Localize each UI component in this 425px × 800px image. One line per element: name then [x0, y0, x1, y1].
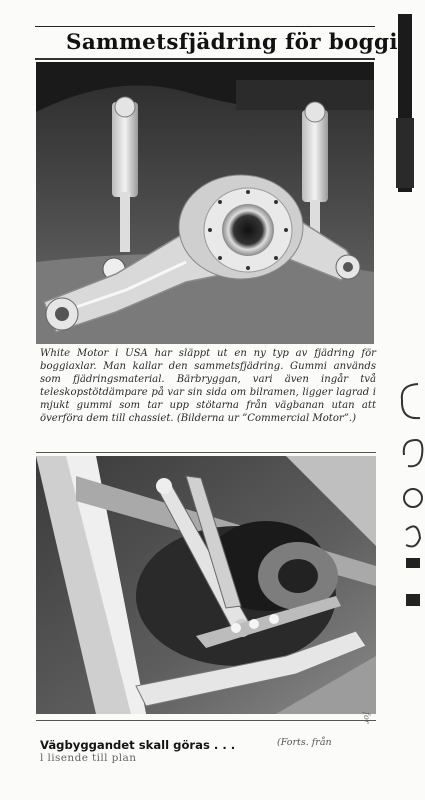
adjacent-page-scrap-mid: [396, 118, 414, 188]
side-fragment-text: for: [362, 712, 371, 724]
next-article-heading: Vägbyggandet skall göras . . .: [40, 738, 236, 752]
rubber-bearing-drum: [179, 175, 303, 279]
photo-caption: White Motor i USA har släppt ut en ny typ av fjädring för boggiaxlar. Man kallar den sammetsfjädring. Gummi används som fjädringsmaterial. Bärbryggan, vari även ingår två teleskopstötdämpare på var sin sida om bilramen, ligger lagrad i mjukt gummi som tar upp stötarna från vägbanan utan att överföra dem till chassiet. (Bilderna ur ”Commercial Motor”.): [40, 348, 376, 424]
installed-suspension-photo: [36, 456, 376, 714]
headline: Sammetsfjädring för boggi: [66, 30, 398, 55]
top-rule: [35, 26, 375, 27]
caption-rule: [36, 452, 376, 453]
bottom-rule: [36, 720, 376, 721]
adjacent-page-glyphs: [396, 380, 425, 620]
suspension-unit-illustration: [36, 62, 374, 344]
headline-rule: [35, 58, 375, 60]
suspension-unit-photo: [36, 62, 374, 344]
installed-suspension-illustration: [36, 456, 376, 714]
continuation-reference: (Forts. från: [277, 737, 332, 748]
cut-off-text-line: l lisende till plan: [40, 752, 137, 764]
